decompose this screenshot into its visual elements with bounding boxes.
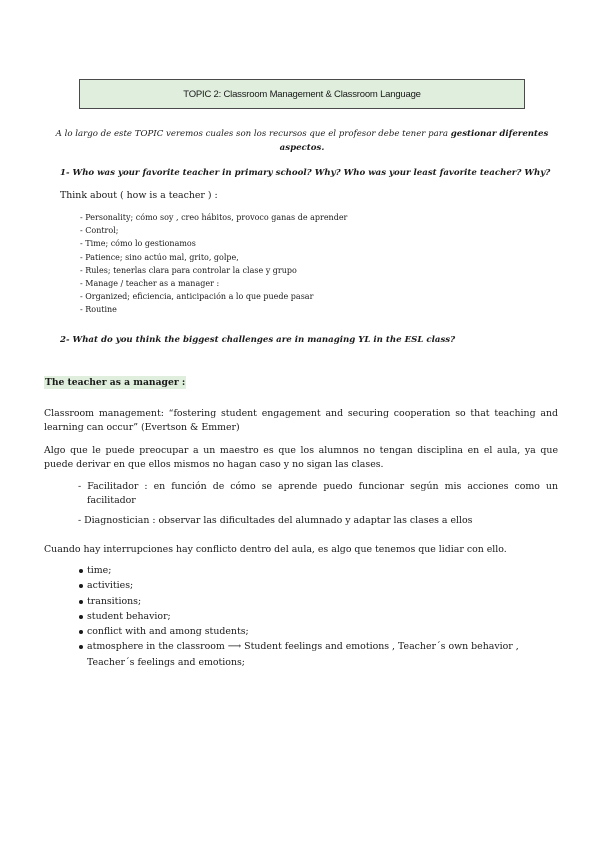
teacher-traits-list (80, 211, 347, 317)
interruptions-paragraph: Cuando hay interrupciones hay conflicto dentro del aula, es algo que tenemos que lidiar con ello. (44, 544, 507, 555)
list-item: conflict with and among students; (79, 624, 559, 639)
list-item: - Organized; eficiencia, anticipación a lo que puede pasar (80, 290, 347, 303)
list-item: - Personality; cómo soy , creo hábitos, provoco ganas de aprender (80, 211, 347, 224)
list-item: - Patience; sino actúo mal, grito, golpe, (80, 251, 347, 264)
classroom-management-definition: Classroom management: “fostering student engagement and securing cooperation so that teaching and learning can occur” (Evertson & Emmer) (44, 408, 558, 434)
intro-bold-text: gestionar diferentes aspectos. (279, 129, 549, 153)
think-about-label: Think about ( how is a teacher ) : (60, 190, 218, 201)
topic-title-box (79, 79, 525, 109)
list-item: - Diagnostician : observar las dificultades del alumnado y adaptar las clases a ellos (78, 514, 558, 528)
intro-text: A lo largo de este TOPIC veremos cuales son los recursos que el profesor debe tener para (55, 129, 451, 139)
list-item: - Time; cómo lo gestionamos (80, 237, 347, 250)
question-1: 1- Who was your favorite teacher in primary school? Why? Who was your least favorite teacher? Why? (60, 168, 551, 178)
management-issues-list (79, 563, 559, 670)
list-item: - Routine (80, 303, 347, 316)
list-item: - Manage / teacher as a manager : (80, 277, 347, 290)
topic-title: TOPIC 2: Classroom Management & Classroom Language (183, 88, 421, 100)
list-item: - Control; (80, 224, 347, 237)
discipline-paragraph: Algo que le puede preocupar a un maestro es que los alumnos no tengan disciplina en el aula, ya que puede derivar en que ellos mismos no hagan caso y no sigan las clases. (44, 445, 558, 471)
list-item: activities; (79, 578, 559, 593)
list-item: transitions; (79, 594, 559, 609)
list-item: - Rules; tenerlas clara para controlar la clase y grupo (80, 264, 347, 277)
list-item: time; (79, 563, 559, 578)
list-item: atmosphere in the classroom ⟶ Student feelings and emotions , Teacher´s own behavior , Teacher´s feelings and emotions; (79, 639, 559, 670)
intro-paragraph (48, 127, 556, 155)
section-heading: The teacher as a manager : (45, 377, 186, 388)
teacher-roles-list (78, 480, 558, 533)
question-2: 2- What do you think the biggest challenges are in managing YL in the ESL class? (60, 335, 456, 345)
list-item: - Facilitador : en función de cómo se aprende puedo funcionar según mis acciones como un facilitador (78, 480, 558, 509)
list-item: student behavior; (79, 609, 559, 624)
